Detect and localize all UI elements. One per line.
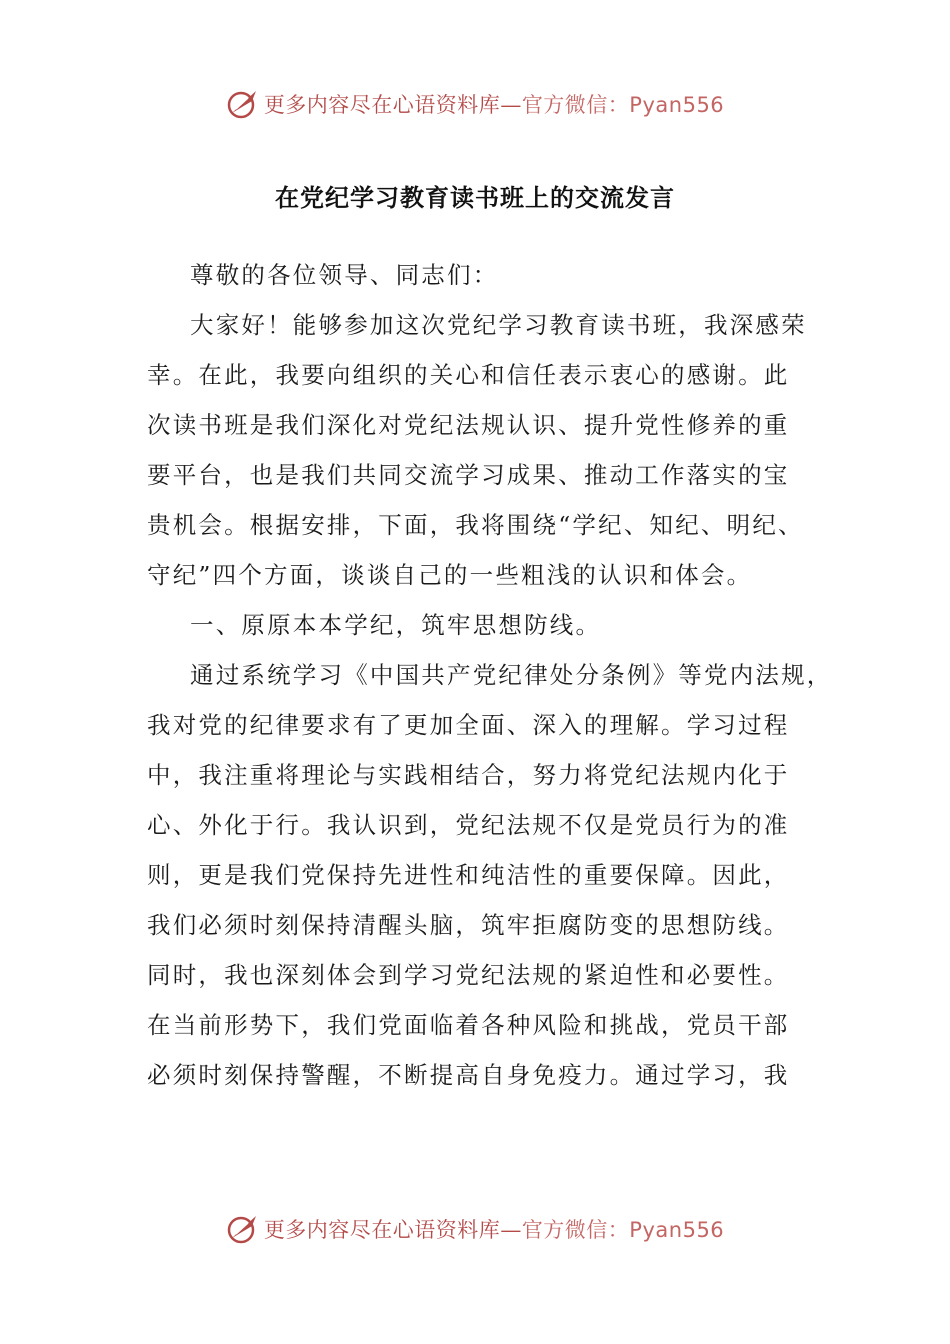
text-line: 我对党的纪律要求有了更加全面、深入的理解。学习过程 xyxy=(147,711,790,739)
quill-pen-logo-icon xyxy=(226,87,260,121)
quill-pen-logo-icon xyxy=(226,1212,260,1246)
header-watermark-banner xyxy=(0,84,950,124)
watermark-text xyxy=(264,1214,724,1244)
text-line: 要平台，也是我们共同交流学习成果、推动工作落实的宝 xyxy=(147,461,790,489)
text-line: 我们必须时刻保持清醒头脑，筑牢拒腐防变的思想防线。 xyxy=(147,911,790,939)
watermark-text xyxy=(264,89,724,119)
text-line: 同时，我也深刻体会到学习党纪法规的紧迫性和必要性。 xyxy=(147,961,790,989)
text-line: 守纪”四个方面，谈谈自己的一些粗浅的认识和体会。 xyxy=(147,561,753,589)
section-heading: 一、原原本本学纪，筑牢思想防线。 xyxy=(190,611,602,639)
watermark-dash: — xyxy=(500,93,522,117)
footer-watermark-banner xyxy=(0,1209,950,1249)
watermark-brand: 更多内容尽在心语资料库 xyxy=(263,1218,501,1242)
text-line: 则，更是我们党保持先进性和纯洁性的重要保障。因此， xyxy=(147,861,790,889)
text-line: 大家好！能够参加这次党纪学习教育读书班，我深感荣 xyxy=(190,311,807,339)
text-line: 贵机会。根据安排，下面，我将围绕“学纪、知纪、明纪、 xyxy=(147,511,804,539)
text-line: 通过系统学习《中国共产党纪律处分条例》等党内法规， xyxy=(190,661,833,689)
text-line: 尊敬的各位领导、同志们： xyxy=(190,261,499,289)
watermark-dash: — xyxy=(500,1218,522,1242)
document-body xyxy=(147,250,833,1100)
text-line: 在当前形势下，我们党面临着各种风险和挑战，党员干部 xyxy=(147,1011,790,1039)
watermark-wechat: 官方微信：Pyan556 xyxy=(521,1218,725,1242)
document-title: 在党纪学习教育读书班上的交流发言 xyxy=(275,184,675,212)
text-line: 次读书班是我们深化对党纪法规认识、提升党性修养的重 xyxy=(147,411,790,439)
text-line: 幸。在此，我要向组织的关心和信任表示衷心的感谢。此 xyxy=(147,361,790,389)
watermark-brand: 更多内容尽在心语资料库 xyxy=(263,93,501,117)
text-line: 中，我注重将理论与实践相结合，努力将党纪法规内化于 xyxy=(147,761,790,789)
watermark-wechat: 官方微信：Pyan556 xyxy=(521,93,725,117)
text-line: 心、外化于行。我认识到，党纪法规不仅是党员行为的准 xyxy=(147,811,790,839)
text-line: 必须时刻保持警醒，不断提高自身免疫力。通过学习，我 xyxy=(147,1061,790,1089)
